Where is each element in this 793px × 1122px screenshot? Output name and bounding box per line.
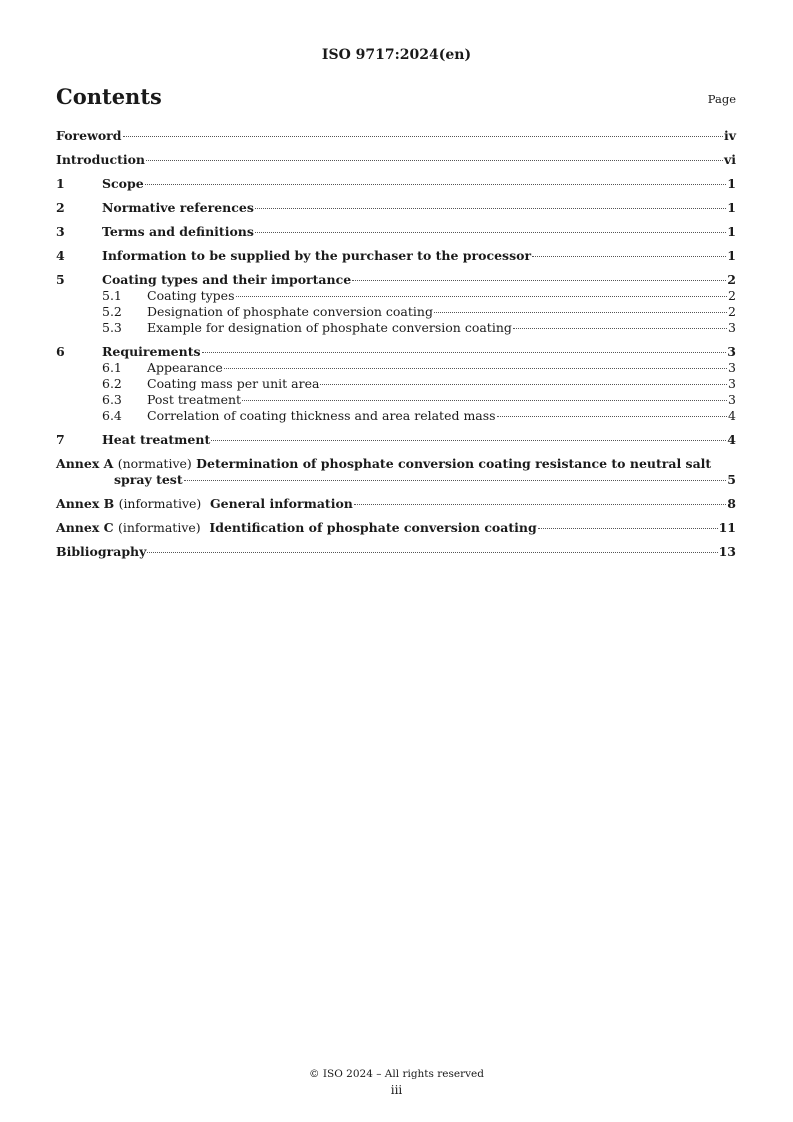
toc-entry-page: 1 (727, 224, 736, 239)
dot-leader (532, 256, 726, 257)
toc-entry-number: 5 (56, 272, 65, 287)
toc-entry-terms-and-definitions[interactable] (56, 224, 736, 240)
dot-leader (242, 400, 727, 401)
toc-entry-title: Appearance (147, 360, 223, 375)
toc-entry-title: Terms and definitions (102, 224, 254, 239)
table-of-contents (56, 128, 736, 560)
dot-leader (320, 384, 727, 385)
toc-entry-requirements[interactable] (56, 344, 736, 360)
toc-entry-number: 5.1 (102, 288, 122, 303)
toc-entry-title: Coating mass per unit area (147, 376, 320, 391)
document-header: ISO 9717:2024(en) (321, 47, 472, 63)
toc-subentry-coating-types[interactable] (56, 288, 736, 304)
annex-title: Identification of phosphate conversion coating (209, 520, 537, 535)
dot-leader (123, 136, 723, 137)
toc-subentry-post-treatment[interactable] (56, 392, 736, 408)
dot-leader (202, 352, 727, 353)
toc-entry-title: Normative references (102, 200, 254, 215)
toc-entry-page: 1 (727, 176, 736, 191)
toc-entry-number: 5.3 (102, 320, 122, 335)
toc-entry-bibliography[interactable] (56, 544, 736, 560)
toc-subentry-designation-example[interactable] (56, 320, 736, 336)
toc-entry-title: Requirements (102, 344, 201, 359)
page-title: Contents (56, 84, 162, 109)
toc-entry-page: 13 (718, 544, 736, 559)
toc-entry-annex-a[interactable] (56, 456, 736, 488)
dot-leader (352, 280, 726, 281)
toc-entry-number: 1 (56, 176, 65, 191)
toc-entry-normative-references[interactable] (56, 200, 736, 216)
toc-entry-page: 2 (728, 304, 736, 319)
page-number: iii (390, 1083, 403, 1097)
toc-entry-title: Coating types and their importance (102, 272, 352, 287)
page-column-label: Page (707, 92, 736, 106)
toc-entry-page: 5 (727, 472, 736, 487)
annex-type: (informative) (117, 520, 201, 535)
toc-entry-page: 4 (727, 432, 736, 447)
copyright-notice: © ISO 2024 – All rights reserved (309, 1068, 484, 1080)
annex-type: (normative) (117, 456, 192, 471)
toc-entry-foreword[interactable] (56, 128, 736, 144)
toc-entry-annex-c[interactable] (56, 520, 736, 536)
toc-entry-information-purchaser[interactable] (56, 248, 736, 264)
toc-subentry-correlation[interactable] (56, 408, 736, 424)
toc-entry-page: 2 (728, 288, 736, 303)
toc-entry-title: Example for designation of phosphate conversion coating (147, 320, 512, 335)
toc-subentry-coating-mass[interactable] (56, 376, 736, 392)
toc-entry-introduction[interactable] (56, 152, 736, 168)
dot-leader (236, 296, 728, 297)
dot-leader (147, 552, 717, 553)
toc-entry-number: 4 (56, 248, 65, 263)
toc-entry-title: Foreword (56, 128, 122, 143)
toc-entry-annex-b[interactable] (56, 496, 736, 512)
toc-entry-page: 3 (728, 376, 736, 391)
toc-entry-title: Post treatment (147, 392, 242, 407)
toc-entry-page: 3 (728, 360, 736, 375)
toc-entry-title: Heat treatment (102, 432, 211, 447)
toc-entry-title: Correlation of coating thickness and area related mass (147, 408, 496, 423)
toc-entry-heat-treatment[interactable] (56, 432, 736, 448)
toc-entry-page: 4 (728, 408, 736, 423)
toc-entry-title: Information to be supplied by the purchaser to the processor (102, 248, 532, 263)
toc-entry-page: 11 (718, 520, 736, 535)
annex-title: Determination of phosphate conversion coating resistance to neutral salt (196, 456, 712, 471)
annex-label: Annex B (56, 496, 115, 511)
page-footer (0, 1066, 793, 1098)
contents-title-row (56, 84, 736, 114)
dot-leader (538, 528, 718, 529)
toc-entry-number: 7 (56, 432, 65, 447)
toc-entry-number: 6 (56, 344, 65, 359)
toc-entry-number: 6.4 (102, 408, 122, 423)
toc-entry-page: 8 (727, 496, 736, 511)
annex-label: Annex A (56, 456, 114, 471)
dot-leader (497, 416, 727, 417)
dot-leader (434, 312, 727, 313)
toc-entry-page: 3 (728, 320, 736, 335)
toc-entry-page: 3 (727, 344, 736, 359)
toc-entry-page: 2 (727, 272, 736, 287)
toc-entry-page: vi (723, 152, 736, 167)
toc-entry-page: 1 (727, 248, 736, 263)
toc-entry-title: Designation of phosphate conversion coating (147, 304, 433, 319)
toc-subentry-appearance[interactable] (56, 360, 736, 376)
toc-entry-title: Introduction (56, 152, 146, 167)
toc-entry-page: iv (723, 128, 736, 143)
dot-leader (146, 160, 723, 161)
annex-label: Annex C (56, 520, 114, 535)
dot-leader (184, 480, 727, 481)
dot-leader (513, 328, 727, 329)
toc-entry-scope[interactable] (56, 176, 736, 192)
dot-leader (224, 368, 727, 369)
toc-entry-number: 6.3 (102, 392, 122, 407)
dot-leader (354, 504, 726, 505)
dot-leader (211, 440, 726, 441)
annex-title-continued: spray test (114, 472, 183, 487)
dot-leader (145, 184, 727, 185)
toc-entry-number: 2 (56, 200, 65, 215)
toc-entry-number: 5.2 (102, 304, 122, 319)
toc-entry-number: 6.2 (102, 376, 122, 391)
toc-entry-number: 6.1 (102, 360, 122, 375)
annex-title: General information (210, 496, 353, 511)
toc-entry-coating-types-importance[interactable] (56, 272, 736, 288)
dot-leader (255, 208, 726, 209)
toc-entry-page: 1 (727, 200, 736, 215)
dot-leader (255, 232, 726, 233)
toc-entry-number: 3 (56, 224, 65, 239)
toc-entry-title: Coating types (147, 288, 235, 303)
toc-subentry-designation[interactable] (56, 304, 736, 320)
annex-type: (informative) (118, 496, 202, 511)
toc-entry-page: 3 (728, 392, 736, 407)
toc-entry-title: Bibliography (56, 544, 147, 559)
toc-entry-title: Scope (102, 176, 144, 191)
